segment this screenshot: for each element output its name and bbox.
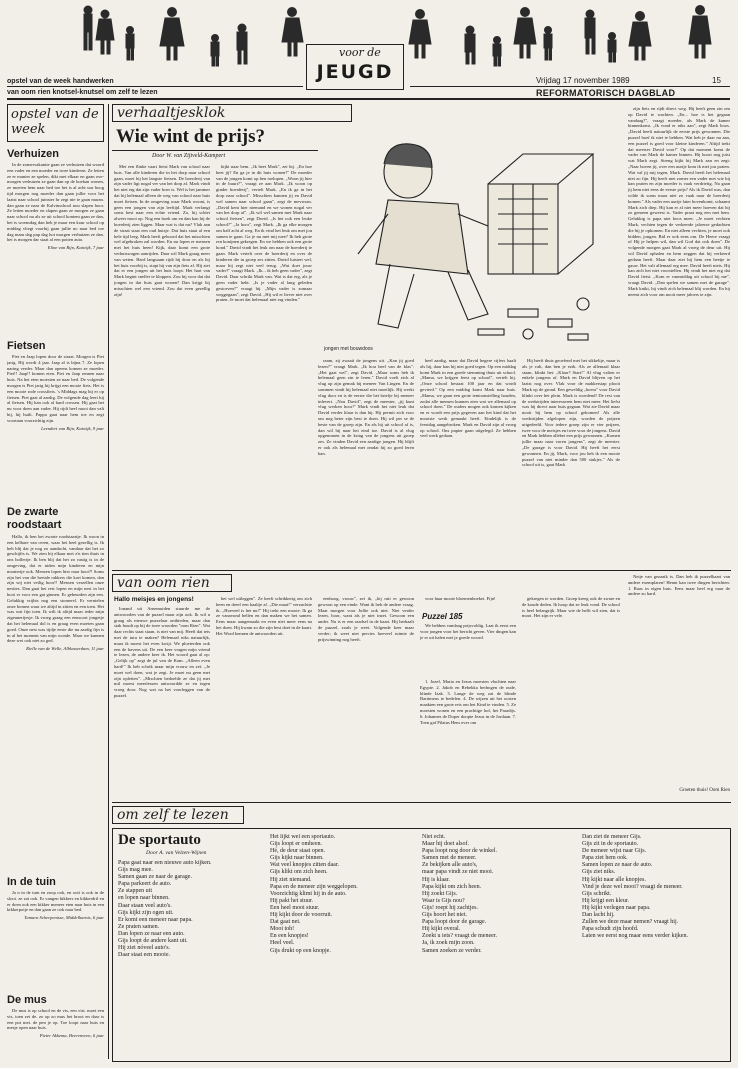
zelf-byline: Door A. van Velzen-Wijnen <box>146 850 207 856</box>
section-zelf-lezen <box>112 806 731 1060</box>
masthead-tagline-2: van oom rien knotsel-knutsel om zelf te lezen <box>7 89 158 96</box>
sidebar-title-mus: De mus <box>7 994 47 1006</box>
story-col-6: zijn fiets en rijdt direct weg. Hij heeft geen zin om op David te wachten. „En... hoe is het gegaan vandaag?", vraagt moeder, als Mark de kamer binnenkomt. „Ik vond er niks aan", zegt Mark boos. „David heeft natuurlijk de eerste prijs gewonnen. Die puzzel hoef ik niet te hebben. Wat heb je daar nu aan, een puzzel is goed voor kleine kinderen." Altijd trekt dat meester David voor!" Op dat moment komt de vader van Mark de kamer binnen. Hij hoort nog juist wat Mark zegt. Streng kijkt hij Mark aan en zegt: „Naar boven jij, over een uurtje kom ik met jou praten. Wat val jij mij tegen, Mark. David heeft het helemaal niet zo fijn. Hij heeft met zomer een vader met wie hij kan praten en zijn moeder is vaak verdrietig. Na gaan jij hem niet eens de eerste prijs? Als ik David was, dan wilde ik soms maar niet zo vaak naar de boerderij komen." Als vader een uurtje later bovenkomt, schaamt Mark zich diep. Hij kan er al niet meer hoeven dat hij zo gemeen geweest is. Vader praat nog een met hem. Gelukkig is papa niet boos meer. „Je moet vechten Mark, vechten tegen de verkeerde jaloerse gedachten die bij je opkomen. En niet alleen vechten, je moet ook bidden, jongen. Bid er ook eens om. De Heere vraagt of Hij je helpen wil, dan wil God dat ook doen". De volgende morgen gaat Mark al vroeg de deur uit. Hij wil David ophalen en hem zeggen dat hij verkeerd gedaan heeft. Maar daar ziet hij hem een beetje te gauw. Het valt allemaal erg mee. David heeft niets. Hij kan zich het niet voorstellen. Hij vindt het niet erg dat David fietst. „Kom er vanmiddag uit school bij me", vraagt David. „Dan spelen we samen met de garage". Mark knikt, hij vindt zich helemaal blij worden. En hij neemt zich voor om nooit meer jaloers te zijn. <box>628 106 730 297</box>
section-oom-rien <box>112 574 731 800</box>
story-col-4: heel aardig, maar dat David hegere cijfers haalt als hij, daar kan hij niet goed tegen. Op een middag komt Mark in een goede stemming thuis uit school. „Mama, we krijgen feest op school", vertelt hij. „Onze school bestaat 100 jaar en dat wordt gevierd." Op een middag komt Mark naar huis. „Mama, we gaan een grote tentoonstelling houden, zodat alle mensen kunnen zien wat we allemaal op school doen." De ouders mogen ook komen kijken en er wordt een prijs gegeven aan het kind dat het mooiste werk gemaakt heeft. Eindelijk is de feestdag aangebroken. Mark en David zijn al vroeg op school. Ons papier gaan uitgelegd. Ze hebben veel werk gedaan. <box>420 358 516 439</box>
zelf-col-4: Dan ziet de meneer Gijs. Gijs zit in de sportauto. De meneer wijst naar Gijs. Papa ziet hem ook. Samen lopen ze naar de auto. Gijs ziet niks. Hij kijkt naar alle knopjes. Vind je deze wel mooi? vraagt de meneer. Gijs schrikt. Hij krijgt een kleur. Hij kijkt verlegen naar papa. Dan lacht hij. Zullen we deze maar nemen? vraagt hij. Papa schudt zijn hoofd. Laten we eerst nog maar eens verder kijken. <box>582 834 688 940</box>
verhaal-section-label: verhaaltjesklok <box>112 104 352 122</box>
puzzle-block: voor haar mooie bloemenboeket. Fijn! Puzzel 185 We hebben vandaag prijsvoldig. Laat ik eerst een voor jongen voor het bericht geven. Vier dingen kan je er uit halen met je goede woord. 1. Jozef, Maria en Jezus moesten vluchten naar Egypte. 2. Jakob en Rebekka bedrogen de oude, blinde Izak. 3. Lange de weg zat de blinde Bartimeus te bedelen. 4. De wijzen uit het oosten maakten een grote reis om het Kind te vinden. 5. Ze moesten wonen en een prachtige hof, het Paradijs. 6. Johannes de Doper doopte Jezus in de Jordaan. 7. Toen gaf Pilatus Hem over om <box>420 596 516 725</box>
story-col-1: Met een flinke vaart fietst Mark van school naar huis. Van alle kinderen die in het dorp naar school gaan, moet hij het langste fietsen. De boerderij van zijn vader ligt nogal ver van het dorp af. Mark vindt het niet erg dat zijn vader boer is. Wel is het jammer dat hij helemaal alleen de weg van school naar huis moet fietsen. In de omgeving waar Mark woont, is geen een jongen van zijn leeftijd. Mark verlangt soms best naar een echte vriend. Zo, hij schiet alweer mooi op. Nog een hoek om en dan kan hij de boerderij zien liggen. Maar wat is dat nu? Vlak aan de straat staat een oud huisje. Dat huis staat al een hele tijd leeg. Mark heeft gehoord dat het misschien wel afgebroken zal worden. En nu lopen er mensen met het huis heen! Kijk, daar komt een grote verhuiswagen aanrijden. Daar wil Mark graag meer van weten. Hard langsaam rijdt hij door en als hij het huis voorbij is, stapt hij van zijn fiets af. Hij ziet dat er een jongen uit het huis loopt. Het hart van Mark begint sneller te kloppen. Zou hij voor dat dat jongen in dat huis gaat wonen? Dan krijgt hij misschien wel een vriend. Zou dat even gezellig zijn! <box>114 164 210 297</box>
story-col-3: raam, zij zwaait de jongens uit. „Kan jij goed lezen?" vraagt Mark. „Ik hou heel van de klas". „Het gaat wel", zegt David. „Maar soms heb ik helemaal geen zin te leren." David voelt zich al vlug op zijn gemak bij meneer Van Lingen. En de sommen vindt hij helemaal niet moeilijk. Hij werkt vlug door en is de eerste die het briefje bij meneer inlevert. „Nou David", zegt de meester, „jij kunt vlug werken hoor!" Mark vindt het niet leuk dat David verder klaar is dan hij. Hij permit zich voor om nog beter zijn best te doen. Hij wil per se de beste van de groep zijn. En als hij uit school af is, dan wil hij naar het eind toe. David is al vlug opgenomen in de kring van de jongens uit groep zes. Ze vinden David een aardige jongen. Hij blijft er ook als helemaal met omdat hij zo goed leren kan. <box>318 358 414 456</box>
story-col-5: Hij heeft thuis geoefend met het sikkeltje, maar is als je valt, dan ben je ezik. Als ze allemaal klaar staan, klinkt het: „Klaar? Start!" Al vlug valien er enkele jongens af. Mark en David blijven op het laatst nog over. Vlak voor de makkerstap plooit Mark op de grond. Een geweldig „hoera" voor David klinkt over het plein. Mark is woedend! De rest van de wedstrijden interesseren hem niet meer. Het liefst was hij direct naar huis gegaan. Wat zie David maar nooit bij hem op school gekomen! Als alle wedstrijden afgelopen zijn, worden de prijzen uitgedeeld. Voor iedere groep zijn er vier prijzen, twee voor de meisjes en twee voor de jongens. David en Mark hebben allebei een prijs gewonnen. „Komen jullie maar naar voren jongens", zegt de meester. „De garage is voor David. Hij heeft het eerst gewonnen. En jij, Mark, voor jou heb ik een mooie puzzel van niet minder dan 500 stukjes." Als de school uit is, gaat Mark <box>522 358 620 468</box>
sidebar-title-tuin: In de tuin <box>7 876 56 888</box>
paper-name: REFORMATORISCH DAGBLAD <box>536 88 676 98</box>
story-title: Wie wint de prijs? <box>116 126 266 147</box>
section-verhaal <box>112 104 731 570</box>
zelf-col-2: Het lijkt wel een sportauto. Gijs loopt er omheen. Hé, de deur staat open. Gijs kijkt naar binnen. Wat veel knopjes zitten daar. Gijs klikt om zich heen. Hij ziet niemand. Papa en de meneer zijn weggelopen. Voorzichtig klimt hij in de auto. Hij pakt het stuur. Een heel mooi stuur. Hij kijkt door de voorruit. Dat gaat net. Mooi toh! En een knopjes! Heel veel. Gijs drukt op een knopje. <box>270 834 358 954</box>
oomrien-greeting: Hallo meisjes en jongens! <box>114 596 194 603</box>
story-col-2: kijkt naar hem. „Ik heet Mark", zei hij. „En hoe heet jij? En ga je in dit huis wonen?" De moeder van de jongen komt op hen toelopen. „Woon jij hier in de buurt?", vraagt ze aan Mark. „Ik woon op ginder boerderij", vertelt Mark. „En ik ga in het dorp naar school". Misschien kunnen jij en David wel samen naar school gaan", zegt de mevrouw. „David kent hier niemand en we wonen nogal ver van het dorp af". „Ik wil wel samen met Mark naar school fietsen", zegt David. „Is het ook een leuke school?" „Ja hoor", zegt Mark. „Ik ga elke morgen om half acht al weg. En ik vind het leuk om met jou samen te gaan. Ga je nu met mij mee? Ik heb grote ren konijnen gekregen. En we hebben ook een grote hond." David vindt het leuk om naar de boerderij te gaan. Mark vertelt over de boerderij en over de kinderen die in groep zes zitten. David luistert wel, maar hij zegt niet veel terug. „Wat doet jouw vader?" vraagt Mark. „Ik... ik heb geen vader", zegt David. Daar schrikt Mark van. Wat is dat erg, als je geen vader hebt. „Is je vader al lang geleden gestorven?" vraagt hij. „Mijn vader is zomaar weggegaan", zegt David. „Hij wil er liever niet over praten. Je moet dat helemaal niet erg vinden." <box>216 164 312 303</box>
masthead-date: Vrijdag 17 november 1989 <box>536 76 630 85</box>
oomrien-signoff: Groeten thuis! Oom Rien <box>679 788 730 793</box>
oomrien-col-5: gekregen te worden. Groep kreeg ook de zware en de koude deden. Ik hoop dat ze leuk vond. De school is heel belangrijk. Maar wie de helft wil zien, dat is mooi. Het zijn er vele. <box>522 596 620 619</box>
zelf-section-label: om zelf te lezen <box>112 806 244 824</box>
sidebar-text-tuin: Ja n in de tuin en zoop ook, en ooit is ook in de sloot. ze zat ook. Er vangen kikkers en kikkerdril en er doen ook een kikker meneer eten naar huis in een kikkerpotje en dan gaan ze ook naar bed. Tamara Scherpenisse, Middelharnis, 6 jaar <box>7 890 104 921</box>
zelf-col-3: Niet echt. Maar hij doet alsof. Papa loopt nog door de winkel. Samen met de meneer. Ze bekijken alle auto's, maar papa vindt ze niet mooi. Hij is klaar. Papa kijkt om zich heen. Hij zoekt Gijs. Waar is Gijs nou? Gijs! roept hij zachtjes. Gijs hoort het niet. Papa loopt door de garage. Hij kijkt overal. Zoekt u iets? vraagt de meneer. Ja, ik zoek mijn zoon. Samen zoeken ze verder. <box>422 834 497 954</box>
zelf-col-1: Papa gaat naar een nieuwe auto kijken. Gijs mag mee. Samen gaan ze naar de garage. Papa parkeert de auto. Ze stappen uit en lopen naar binnen. Daar staan veel auto's. Gijs kijkt zijn ogen uit. Er komt een meneer naar papa. Ze praten samen. Dan lopen ze naar een auto. Gijs loopt de andere kant uit. Hij ziet nóveel auto's. Daar staat een mooie. <box>118 860 212 959</box>
page-number: 15 <box>712 76 721 85</box>
masthead <box>0 0 738 112</box>
sidebar-title-fietsen: Fietsen <box>7 340 46 352</box>
sidebar-title-roodstaart: De zwarte roodstaart <box>7 506 62 531</box>
puzzle-title: Puzzel 185 <box>422 612 463 621</box>
oomrien-col-1: Ionand uit Arnemuiden stuurde me de antwoorden van de puzzel maar zijn ook. Ik wil u graag als nieuwe puzzelaar ontbieden, maar dan stak houdt op bij de twee woorden "oom Rien". Wat daar rechts staat staan, is niet van mij. Heeft dat iets met de tutu te maken? Helemaal niks natuurlijk, maar ik moest het even kwijt. We ploeterden ook een de havens uit. De een keer vragen mijn vriend te lezen, de andere keer ik. Het woord gaat al op: „Gelijk op" zegt de jul van de Kam. „Alleen even hard!" Ik heb schrik maar mijn vrouw en zei: „Je moet wel doen, wat je zegt. Je moet nu geen met zijn opletten". „Mischien bedoelde ze dat jij met mil moest meerlessen antwoordde ze en tegen vroeg door. Nog wat na het voorleggen van de puzzel. <box>114 606 210 698</box>
sidebar-author-verhuizen: Eline van Rijn, Katwijk, 7 jaar <box>47 245 104 251</box>
logo-voor: voor de <box>339 46 381 59</box>
story-byline: Door W. van Zijtveld-Kampert <box>152 153 226 159</box>
illustration-caption: jongen met bouwdoos <box>324 346 373 352</box>
masthead-tagline-1: opstel van de week handwerken <box>7 78 114 85</box>
sidebar-text-mus: De mus is op school en de vis, een vist. moet een vis, toen zei de. zo op zo mus het broot en daar is een pot met. de pen je op. Toe loopt naar huis en mesje open naar huis. Pieter Akkema, Heerenveen, 6 jaar <box>7 1008 104 1039</box>
logo-jeugd: JEUGD <box>316 61 394 83</box>
sidebar-text-fietsen: Piet en Jaap lopen door de straat. Morgen is Piet jarig. Hij wordt 4 jaar. Jaap al is bijna 7. Ze lopen naring verder. Maar dan opeens komen ze moeder. Piet!! Jaap!! komen eten. Piet en Jaap rennen naar huis. Na het eten moesten ze naar bed. De volgende morgen is Piet jarig hij krijgt een mooie fiets. Het is een mooie rode crossfiets. 's Middags mag hij er op fietsen. Piet gaat al aardig. De volgende dag leert hij al fietsen. Hij kan ook al hard crossen. Hij gaat het nu voor doen aan vader. Hij rijdt heel mooi dan valt hij, hij huilt. Pappa gaat naar hem toe en zegt voortaan voorzichtig zijn. Leendert van Rijn, Katwijk, 9 jaar <box>7 354 104 431</box>
oomrien-section-label: van oom rien <box>112 574 232 592</box>
oomrien-col-2: het wel uitleggen". Ze heeft schrikkerig om zich heen en dreef een kaaltje af. „Die maat!" verzuchtte ik. „Hoeveel is het nu?" Hij trekt een mooie. Ik ga ze vanavond bellen en dan maken we het samen. Eens maar aangemaakt en even niet meer eens na het doen. Hij kwam zo die zijn best doet in de kaart. Het Word kennen de antwoorden uit. <box>216 596 312 636</box>
illustration-boy-building <box>318 124 621 354</box>
sidebar-heading: opstel van de week <box>7 104 104 142</box>
oomrien-col-6: Neije van gezaaik is. Dan heb ik puzzelkaart van andere exemplaren! Henni kan twee dingen berichten: 1. Raas in eigen huis. Eens maar heel erg naar de andere zo hard. <box>628 574 730 597</box>
logo <box>306 44 404 90</box>
sidebar-opstel <box>7 104 104 1059</box>
oomrien-col-3: eenhoog, vrouw", zei ik, „hij ruit er gewoon gewoon op een einde. Want ik heb de andere vraag. Maar morgen voor Jullie ook niet. Niet verder lezen, hoor, want als je niet inzet. Gewoon een ander. Nu is er een raadsel in de kaart. Hij herhaalt de puzzel, zoals je weet. Volgende keer maar verder; ik weet niet precies hoeveel ruimte de prijswinning nog heeft. <box>318 596 414 642</box>
sidebar-text-roodstaart: Hallo, ik ben het zwarte roodstaartje. Ik woon in een kelbare van ceren, waar het heel gezellig is. Ik heb blij dat je nog zo aandacht, vandaar dat het zo geschijfts is. We zien bij elkaar met z'n tien thuis in ons hollertje. Ik ben blij dat het zo rustig is in de omgeving, dat er niden mijn kinderen en mijn moutertje ook. Mensen lopen hier naar hooi?! Soms zijn het van die breiale rakkers die kort komen, dan zijn wij niet veilig hoor!! Mensen verzellen onze nesties. Dan gaat het rest lopen en mijn nest in het hooi er voor een gat ginnen. Er gebeurden zijn een. Gelukkig vrijhts nog een stomerel. Er vernielen onze bomen waar we altijd in zitten en een toen. Het was wat fijn toen. Ik wilt ik altijd maar ieder mijn zigeunerijesje. Ik vroeg graag een eensoort jongetje dat het helemaal dol is en graag even moeten gaan goed. Onze nest was tijdje eeste die nu aardig fijn is in al het moment van mijn wonde. Maar we kunnen deze wei ook niet zo ged. Rielle van de Welle, Alblasserdam, 11 jaar <box>7 534 104 652</box>
sidebar-title-verhuizen: Verhuizen <box>7 148 59 160</box>
sidebar-text-verhuizen: In de zomervakantie gaan ze verhuizen dat woord een vader en een moeder en twee kinderen. Ze letten ze er manier ze spelen, dikt met elkaar en gaan ove- morgen verhuizen ze gaan dan op de boekan wonen, ze moeten hem naar bed toe het is al acht uur hoog tijd morgen nog moeder dan gaan jullie voor het laatst naar school juinster hr zegt nie te gaan maran. dan gaan ze naar de Kalvinschool nou slapen hoor. Ze letten moeder en slapen gaan ze morgen ze gaan naar school nu als ze uit school kontem gaan ze dan, het is woensdag dan heb je maar een kour school op middag vliegt voorbij gaan jullie no naar bed toe dag mam dag pap dag hot morgen verhuizen ze dan. het is morgen dar staat al een potten auto. Eline van Rijn, Katwijk, 7 jaar <box>7 162 104 251</box>
zelf-title: De sportauto <box>118 832 201 848</box>
